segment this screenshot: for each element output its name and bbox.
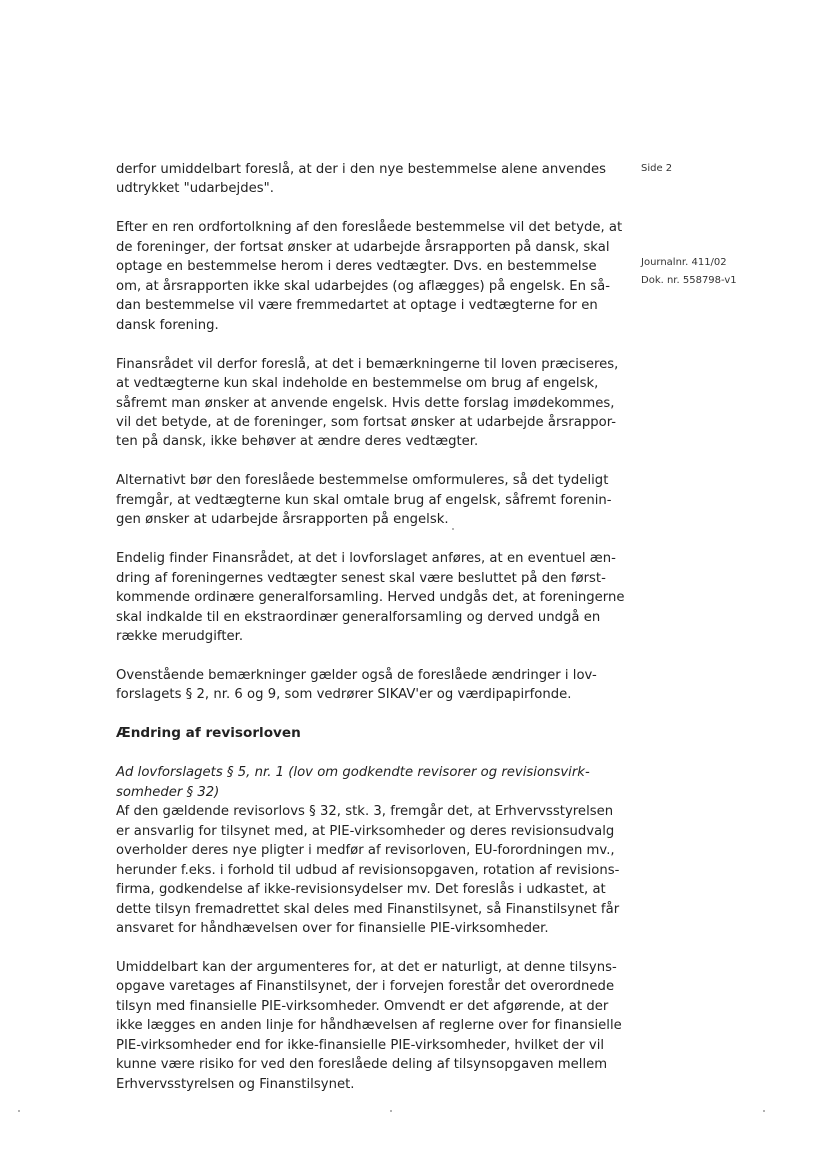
text-line: overholder deres nye pligter i medfør af revisorloven, EU-forordningen mv., [116,843,615,859]
text-line: Efter en ren ordfortolkning af den foreslåede bestemmelse vil det betyde, at [116,220,623,236]
text-line: Erhvervsstyrelsen og Finanstilsynet. [116,1076,355,1092]
scan-speck [763,1110,765,1112]
text-line: firma, godkendelse af ikke-revisionsydelser mv. Det foreslås i udkastet, at [116,882,606,898]
document-number: Dok. nr. 558798-v1 [641,275,737,286]
paragraph-1 [116,160,612,199]
text-line: de foreninger, der fortsat ønsker at udarbejde årsrapporten på dansk, skal [116,239,610,255]
text-line: vil det betyde, at de foreninger, som fortsat ønsker at udarbejde årsrappor- [116,414,617,430]
text-line: kunne være risiko for ved den foreslåede deling af tilsynsopgaven mellem [116,1057,608,1073]
text-line: derfor umiddelbart foreslå, at der i den nye bestemmelse alene anvendes [116,162,607,177]
subheading-line: somheder § 32) [116,784,220,800]
text-line: om, at årsrapporten ikke skal udarbejdes (og aflægges) på engelsk. En så- [116,278,610,294]
text-line: Endelig finder Finansrådet, at det i lovforslaget anføres, at en eventuel æn- [116,551,616,567]
paragraph-6 [116,666,612,705]
text-line: Alternativt bør den foreslåede bestemmelse omformuleres, så det tydeligt [116,473,609,489]
text-line: udtrykket "udarbejdes". [116,181,274,197]
paragraph-7 [116,763,620,938]
section-heading: Ændring af revisorloven [116,725,301,742]
text-line: dring af foreningernes vedtægter senest skal være besluttet på den først- [116,570,606,586]
journal-number: Journalnr. 411/02 [641,257,727,268]
text-line: skal indkalde til en ekstraordinær generalforsamling og derved undgå en [116,609,601,625]
text-line: dan bestemmelse vil være fremmedartet at optage i vedtægterne for en [116,298,598,314]
text-line: række merudgifter. [116,629,244,645]
text-line: fremgår, at vedtægterne kun skal omtale brug af engelsk, såfremt forenin- [116,492,612,508]
scan-speck [18,1110,20,1112]
text-line: kommende ordinære generalforsamling. Herved undgås det, at foreningerne [116,590,625,606]
text-line: Finansrådet vil derfor foreslå, at det i bemærkningerne til loven præciseres, [116,356,619,372]
paragraph-2 [116,218,623,335]
subheading-line: Ad lovforslagets § 5, nr. 1 (lov om godkendte revisorer og revisionsvirk- [116,765,590,781]
text-line: ten på dansk, ikke behøver at ændre deres vedtægter. [116,434,479,450]
text-line: dette tilsyn fremadrettet skal deles med Finanstilsynet, så Finanstilsynet får [116,901,620,917]
text-line: Umiddelbart kan der argumenteres for, at det er naturligt, at denne tilsyns- [116,959,617,975]
text-line: gen ønsker at udarbejde årsrapporten på engelsk. [116,512,449,528]
page-number: Side 2 [641,163,673,174]
text-line: dansk forening. [116,317,219,333]
paragraph-8 [116,958,622,1094]
scan-speck [390,1110,392,1112]
text-line: ansvaret for håndhævelsen over for finansielle PIE-virksomheder. [116,921,549,936]
paragraph-4 [116,471,612,529]
text-line: såfremt man ønsker at anvende engelsk. Hvis dette forslag imødekommes, [116,395,615,411]
body-text [116,160,625,1114]
scan-speck [452,528,454,530]
text-line: forslagets § 2, nr. 6 og 9, som vedrører SIKAV'er og værdipapirfonde. [116,687,572,703]
paragraph-3 [116,355,619,452]
text-line: Af den gældende revisorlovs § 32, stk. 3, fremgår det, at Erhvervsstyrelsen [116,804,614,820]
text-line: er ansvarlig for tilsynet med, at PIE-virksomheder og deres revisionsudvalg [116,823,615,839]
text-line: at vedtægterne kun skal indeholde en bestemmelse om brug af engelsk, [116,376,599,392]
text-line: Ovenstående bemærkninger gælder også de foreslåede ændringer i lov- [116,668,597,684]
paragraph-5 [116,549,625,646]
text-line: optage en bestemmelse herom i deres vedtægter. Dvs. en bestemmelse [116,259,597,275]
text-line: tilsyn med finansielle PIE-virksomheder. Omvendt er det afgørende, at der [116,998,609,1014]
text-line: ikke lægges en anden linje for håndhævelsen af reglerne over for finansielle [116,1018,622,1034]
text-line: PIE-virksomheder end for ikke-finansielle PIE-virksomheder, hvilket der vil [116,1037,605,1053]
text-line: opgave varetages af Finanstilsynet, der i forvejen forestår det overordnede [116,979,615,995]
text-line: herunder f.eks. i forhold til udbud af revisionsopgaven, rotation af revisions- [116,862,620,878]
